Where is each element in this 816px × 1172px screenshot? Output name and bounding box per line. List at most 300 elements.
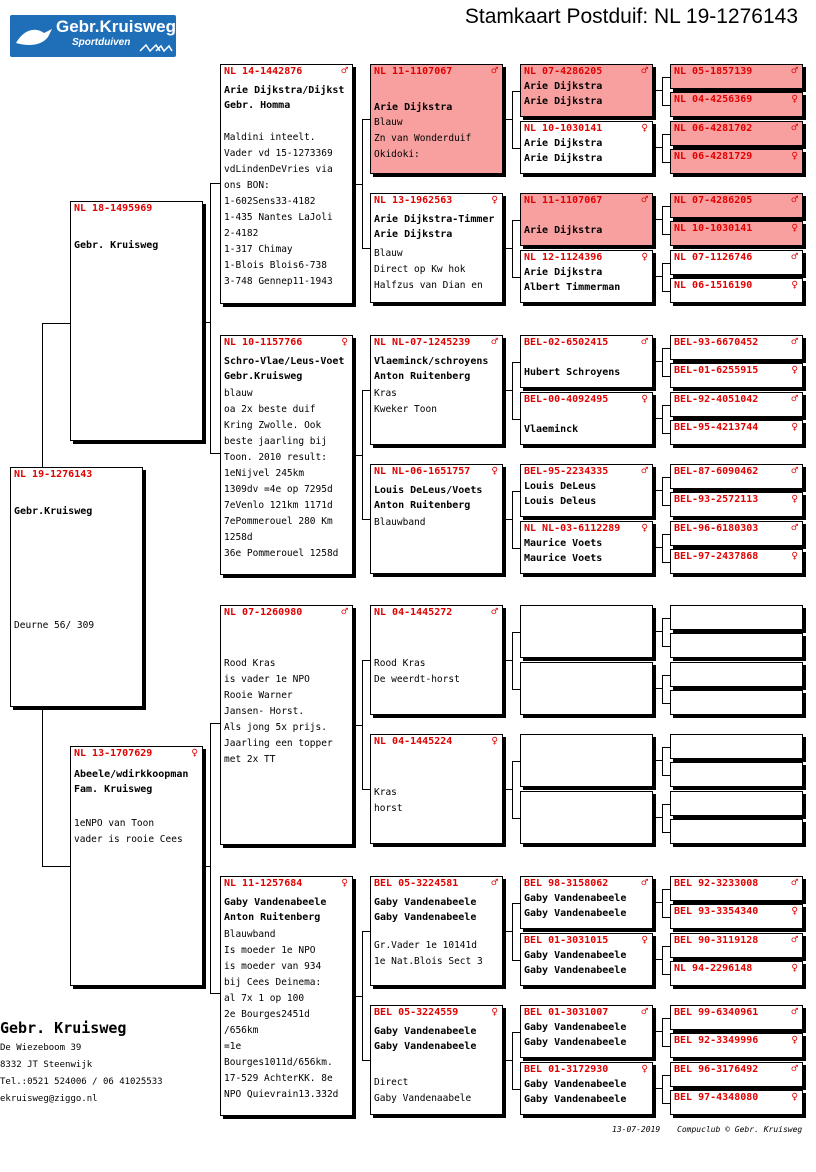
pigeon-card-g4: [520, 521, 653, 574]
connector-line: [653, 760, 662, 761]
notes-line: oa 2x beste duif: [224, 404, 316, 415]
pigeon-card-g4: [520, 250, 653, 303]
connector-line: [353, 996, 362, 997]
connector-line: [353, 725, 362, 726]
connector-line: [662, 775, 670, 776]
connector-line: [210, 183, 220, 184]
notes-line: 3-748 Gennep11-1943: [224, 276, 333, 287]
connector-line: [653, 1088, 662, 1089]
owner-name: Louis DeLeus: [524, 481, 597, 492]
connector-line: [362, 1060, 370, 1061]
connector-line: [512, 1032, 513, 1089]
connector-line: [653, 547, 662, 548]
ring-number: BEL-97-2437868: [674, 551, 759, 562]
owner-name: Gaby Vandenabeele: [524, 965, 627, 976]
connector-line: [512, 220, 520, 221]
ring-number: NL 19-1276143: [14, 469, 93, 480]
notes-line: Zn van Wonderduif: [374, 133, 472, 144]
connector-line: [210, 723, 211, 993]
notes-line: 7eVenlo 121km 1171d: [224, 500, 333, 511]
connector-line: [362, 390, 370, 391]
ring-number: NL 10-1157766: [224, 337, 303, 348]
owner-name: Louis Deleus: [524, 496, 597, 507]
owner-postcode: 8332 JT Steenwijk: [0, 1060, 93, 1070]
owner-name: Gaby Vandenabeele: [524, 1094, 627, 1105]
pigeon-card-g2c: [220, 605, 353, 845]
connector-line: [662, 162, 670, 163]
pigeon-card-g5: [670, 1005, 803, 1030]
ring-number: BEL-87-6090462: [674, 466, 759, 477]
sex-icon: ♂: [341, 605, 348, 618]
notes-line: horst: [374, 803, 403, 814]
notes-line: Jansen- Horst.: [224, 706, 305, 717]
pigeon-card-g2a: [220, 64, 353, 304]
connector-line: [662, 134, 663, 162]
connector-line: [503, 248, 512, 249]
sex-icon: ♂: [791, 250, 798, 263]
ring-number: NL 11-1107067: [374, 66, 453, 77]
notes-line: Toon. 2010 result:: [224, 452, 327, 463]
notes-line: Jaarling een topper: [224, 738, 333, 749]
sex-icon: ♂: [491, 605, 498, 618]
connector-line: [662, 974, 670, 975]
connector-line: [512, 220, 513, 277]
connector-line: [662, 946, 663, 974]
notes-line: 1e Nat.Blois Sect 3: [374, 956, 483, 967]
connector-line: [662, 505, 670, 506]
connector-line: [512, 903, 513, 960]
owner-name: Arie Dijkstra: [524, 96, 603, 107]
connector-line: [503, 519, 512, 520]
ring-number: NL 07-1126746: [674, 252, 753, 263]
connector-line: [662, 889, 670, 890]
ring-number: BEL 05-3224581: [374, 878, 459, 889]
connector-line: [42, 323, 70, 324]
ring-number: BEL 93-3354340: [674, 906, 759, 917]
logo-title: Gebr.Kruisweg: [56, 17, 176, 36]
owner-name: Gebr. Homma: [224, 100, 291, 111]
owner-name: Hubert Schroyens: [524, 367, 621, 378]
pigeon-card-g5: [670, 121, 803, 146]
connector-line: [662, 804, 663, 832]
sex-icon: ♂: [641, 876, 648, 889]
connector-line: [512, 91, 520, 92]
ring-number: BEL 01-3031007: [524, 1007, 609, 1018]
pigeon-card-g3g: [370, 876, 503, 986]
notes-line: Als jong 5x prijs.: [224, 722, 327, 733]
notes-line: Direct op Kw hok: [374, 264, 466, 275]
connector-line: [353, 455, 362, 456]
sex-icon: ♀: [791, 1090, 798, 1103]
connector-line: [203, 866, 210, 867]
ring-number: NL 06-4281702: [674, 123, 753, 134]
owner-name: Gaby Vandenabeele: [374, 1026, 477, 1037]
sex-icon: ♀: [191, 746, 198, 759]
owner-name: Anton Ruitenberg: [374, 500, 471, 511]
pigeon-card-g5: [670, 633, 803, 658]
connector-line: [662, 477, 670, 478]
sex-icon: ♂: [791, 64, 798, 77]
owner-name: Arie Dijkstra: [524, 138, 603, 149]
connector-line: [662, 1018, 670, 1019]
ring-number: BEL 01-3031015: [524, 935, 609, 946]
print-date: 13-07-2019: [612, 1125, 661, 1134]
logo-subtitle: Sportduiven: [72, 37, 131, 48]
owner-name: Arie Dijkstra: [524, 225, 603, 236]
connector-line: [662, 1018, 663, 1046]
sex-icon: ♀: [341, 876, 348, 889]
notes-line: met 2x TT: [224, 754, 276, 765]
sex-icon: ♀: [791, 492, 798, 505]
owner-name: Schro-Vlae/Leus-Voet: [224, 356, 345, 367]
connector-line: [662, 917, 670, 918]
pigeon-card-g5: [670, 933, 803, 958]
ring-number: NL 07-4286205: [674, 195, 753, 206]
owner-name: Arie Dijkstra: [524, 153, 603, 164]
pigeon-card-g5: [670, 1033, 803, 1058]
connector-line: [362, 789, 370, 790]
connector-line: [662, 703, 670, 704]
notes-line: 1-Blois Blois6-738: [224, 260, 327, 271]
notes-line: vader is rooie Cees: [74, 834, 183, 845]
connector-line: [662, 405, 670, 406]
pigeon-card-g3c: [370, 335, 503, 445]
ring-number: NL 06-1516190: [674, 280, 753, 291]
connector-line: [662, 534, 663, 562]
ring-number: NL 14-1442876: [224, 66, 303, 77]
pigeon-card-g4: [520, 121, 653, 174]
notes-line: 2-4182: [224, 228, 259, 239]
owner-name: Fam. Kruisweg: [74, 784, 153, 795]
connector-line: [42, 707, 43, 867]
ring-number: BEL 97-4348080: [674, 1092, 759, 1103]
pigeon-card-g5: [670, 961, 803, 986]
connector-line: [662, 348, 670, 349]
ring-number: NL NL-06-1651757: [374, 466, 471, 477]
ring-number: BEL-92-4051042: [674, 394, 759, 405]
owner-name: Louis DeLeus/Voets: [374, 485, 483, 496]
notes-line: 1eNPO van Toon: [74, 818, 155, 829]
sex-icon: ♀: [791, 420, 798, 433]
notes-line: 1-602Sens33-4182: [224, 196, 316, 207]
owner-name: Gaby Vandenabeele: [524, 1022, 627, 1033]
sex-icon: ♀: [641, 121, 648, 134]
connector-line: [662, 105, 670, 106]
sex-icon: ♂: [791, 1005, 798, 1018]
notes-line: vdLindenDeVries via: [224, 164, 333, 175]
ring-number: BEL 90-3119128: [674, 935, 759, 946]
sex-icon: ♂: [791, 121, 798, 134]
pigeon-card-g4: [520, 1005, 653, 1058]
sex-icon: ♀: [341, 335, 348, 348]
notes-line: Kring Zwolle. Ook: [224, 420, 322, 431]
connector-line: [512, 362, 520, 363]
connector-line: [653, 219, 662, 220]
connector-line: [662, 747, 663, 775]
ring-number: NL 13-1707629: [74, 748, 153, 759]
notes-line: Blauw: [374, 117, 403, 128]
connector-line: [353, 184, 362, 185]
notes-line: Blauwband: [224, 929, 276, 940]
connector-line: [362, 660, 370, 661]
sex-icon: ♀: [491, 1005, 498, 1018]
sex-icon: ♂: [791, 933, 798, 946]
owner-name: Gaby Vandenabeele: [524, 950, 627, 961]
sex-icon: ♂: [791, 464, 798, 477]
owner-name: Gebr.Kruisweg: [224, 371, 303, 382]
sex-icon: ♀: [641, 392, 648, 405]
ring-number: NL 10-1030141: [674, 223, 753, 234]
notes-line: NPO Quievrain13.332d: [224, 1089, 339, 1100]
ring-number: NL 04-1445224: [374, 736, 453, 747]
ring-number: NL 05-1857139: [674, 66, 753, 77]
sex-icon: ♂: [341, 64, 348, 77]
ring-number: BEL 92-3349996: [674, 1035, 759, 1046]
connector-line: [512, 277, 520, 278]
pigeon-card-g5: [670, 221, 803, 246]
pigeon-card-g5: [670, 904, 803, 929]
connector-line: [512, 689, 520, 690]
pigeon-card-g5: [670, 549, 803, 574]
owner-name: Gebr. Kruisweg: [74, 240, 159, 251]
ring-number: NL NL-07-1245239: [374, 337, 471, 348]
pigeon-card-g4: [520, 662, 653, 715]
connector-line: [203, 322, 210, 323]
owner-name: Gaby Vandenabeele: [374, 1041, 477, 1052]
connector-line: [662, 946, 670, 947]
owner-phone: Tel.:0521 524006 / 06 41025533: [0, 1077, 163, 1087]
ring-number: BEL 99-6340961: [674, 1007, 759, 1018]
notes-line: 1258d: [224, 532, 253, 543]
notes-line: Kras: [374, 787, 397, 798]
pigeon-card-g5: [670, 521, 803, 546]
pigeon-card-g5: [670, 1062, 803, 1087]
notes-line: Rood Kras: [374, 658, 426, 669]
connector-line: [512, 632, 513, 689]
notes-line: Direct: [374, 1077, 409, 1088]
ring-number: BEL-01-6255915: [674, 365, 759, 376]
connector-line: [503, 1060, 512, 1061]
pigeon-card-g5: [670, 278, 803, 303]
notes-line: 36e Pommerouel 1258d: [224, 548, 339, 559]
pigeon-card-g3h: [370, 1005, 503, 1115]
connector-line: [503, 119, 512, 120]
ring-number: BEL 96-3176492: [674, 1064, 759, 1075]
owner-name: Anton Ruitenberg: [374, 371, 471, 382]
connector-line: [662, 618, 670, 619]
pigeon-card-g5: [670, 193, 803, 218]
sex-icon: ♀: [791, 278, 798, 291]
owner-name: Maurice Voets: [524, 538, 603, 549]
connector-line: [662, 675, 670, 676]
connector-line: [662, 348, 663, 376]
ring-number: NL 04-4256369: [674, 94, 753, 105]
connector-line: [42, 866, 70, 867]
connector-line: [512, 903, 520, 904]
connector-line: [662, 263, 670, 264]
notes-line: is vader 1e NPO: [224, 674, 310, 685]
pigeon-card-g5: [670, 605, 803, 630]
owner-name: Gebr.Kruisweg: [14, 506, 93, 517]
connector-line: [653, 90, 662, 91]
owner-name: Gaby Vandenabeele: [374, 912, 477, 923]
sex-icon: ♂: [791, 1062, 798, 1075]
connector-line: [210, 723, 220, 724]
notes-line: Kras: [374, 388, 397, 399]
ring-number: NL 07-4286205: [524, 66, 603, 77]
connector-line: [512, 761, 513, 818]
owner-name: Gaby Vandenabeele: [224, 897, 327, 908]
pigeon-card-g5: [670, 92, 803, 117]
pigeon-card-g5: [670, 392, 803, 417]
ring-number: BEL 98-3158062: [524, 878, 609, 889]
ring-number: NL 04-1445272: [374, 607, 453, 618]
connector-line: [362, 119, 370, 120]
ring-number: BEL 05-3224559: [374, 1007, 459, 1018]
pigeon-card-g5: [670, 363, 803, 388]
notes-line: is moeder van 934: [224, 961, 322, 972]
notes-line: Maldini inteelt.: [224, 132, 316, 143]
connector-line: [512, 960, 520, 961]
sex-icon: ♀: [641, 250, 648, 263]
notes-line: 1-317 Chimay: [224, 244, 293, 255]
notes-line: 1-435 Nantes LaJoli: [224, 212, 333, 223]
connector-line: [662, 134, 670, 135]
connector-line: [653, 490, 662, 491]
sex-icon: ♀: [491, 193, 498, 206]
notes-line: 1eNijvel 245km: [224, 468, 305, 479]
owner-address: De Wiezeboom 39: [0, 1043, 82, 1053]
pigeon-card-g5: [670, 819, 803, 844]
ring-number: NL 06-4281729: [674, 151, 753, 162]
notes-line: 17-529 AchterKK. 8e: [224, 1073, 333, 1084]
sex-icon: ♀: [791, 549, 798, 562]
notes-line: Gaby Vandenaabele: [374, 1093, 472, 1104]
pigeon-card-g3f: [370, 734, 503, 844]
owner-name: Abeele/wdirkkoopman: [74, 769, 189, 780]
pigeon-card-g5: [670, 464, 803, 489]
owner-name: Arie Dijkstra/Dijkst: [224, 85, 345, 96]
pigeon-card-g4: [520, 464, 653, 517]
notes-line: 7ePommerouel 280 Km: [224, 516, 333, 527]
connector-line: [653, 902, 662, 903]
owner-name: Arie Dijkstra: [524, 267, 603, 278]
connector-line: [653, 361, 662, 362]
connector-line: [503, 660, 512, 661]
notes-line: beste jaarling bij: [224, 436, 327, 447]
connector-line: [512, 362, 513, 419]
sex-icon: ♂: [641, 1005, 648, 1018]
sex-icon: ♂: [641, 64, 648, 77]
notes-line: bij Cees Deinema:: [224, 977, 322, 988]
notes-line: De weerdt-horst: [374, 674, 460, 685]
pigeon-card-g5: [670, 690, 803, 715]
pigeon-card-g4: [520, 876, 653, 929]
pigeon-card-g4: [520, 64, 653, 117]
notes-line: 1309dv =4e op 7295d: [224, 484, 333, 495]
connector-line: [653, 276, 662, 277]
connector-line: [362, 660, 363, 789]
ring-number: BEL-00-4092495: [524, 394, 609, 405]
owner-name: Arie Dijkstra: [524, 81, 603, 92]
pigeon-card-g4: [520, 791, 653, 844]
notes-line: blauw: [224, 388, 253, 399]
pigeon-card-g5: [670, 335, 803, 360]
connector-line: [653, 817, 662, 818]
pigeon-card-g2d: [220, 876, 353, 1116]
connector-line: [662, 1046, 670, 1047]
owner-email: ekruisweg@ziggo.nl: [0, 1094, 98, 1104]
connector-line: [662, 747, 670, 748]
notes-line: Halfzus van Dian en: [374, 280, 483, 291]
connector-line: [662, 1075, 670, 1076]
ring-number: BEL-96-6180303: [674, 523, 759, 534]
notes-line: /656km: [224, 1025, 259, 1036]
owner-name: Gaby Vandenabeele: [524, 1079, 627, 1090]
connector-line: [662, 405, 663, 433]
pigeon-card-g5: [670, 420, 803, 445]
pigeon-card-g5: [670, 250, 803, 275]
sex-icon: ♂: [491, 64, 498, 77]
pigeon-card-g4: [520, 605, 653, 658]
notes-line: =1e: [224, 1041, 242, 1052]
owner-name: Arie Dijkstra: [374, 102, 453, 113]
connector-line: [362, 119, 363, 248]
notes-line: al 7x 1 op 100: [224, 993, 305, 1004]
connector-line: [662, 291, 670, 292]
owner-name: Vlaeminck/schroyens: [374, 356, 489, 367]
pigeon-card-g1b: [70, 746, 203, 986]
connector-line: [662, 832, 670, 833]
ring-number: BEL-93-2572113: [674, 494, 759, 505]
connector-line: [503, 931, 512, 932]
connector-line: [362, 519, 370, 520]
connector-line: [653, 959, 662, 960]
pigeon-card-g3e: [370, 605, 503, 715]
owner-name: Albert Timmerman: [524, 282, 621, 293]
connector-line: [662, 77, 670, 78]
ring-number: NL NL-03-6112289: [524, 523, 621, 534]
sex-icon: ♀: [791, 904, 798, 917]
pigeon-card-g5: [670, 1090, 803, 1115]
owner-name: Gaby Vandenabeele: [524, 908, 627, 919]
sex-icon: ♂: [641, 335, 648, 348]
connector-line: [210, 993, 220, 994]
connector-line: [662, 534, 670, 535]
connector-line: [662, 77, 663, 105]
connector-line: [362, 248, 370, 249]
connector-line: [512, 148, 520, 149]
ring-number: NL 11-1107067: [524, 195, 603, 206]
sex-icon: ♀: [791, 149, 798, 162]
ring-number: BEL-93-6670452: [674, 337, 759, 348]
connector-line: [662, 562, 670, 563]
connector-line: [662, 618, 663, 646]
connector-line: [662, 646, 670, 647]
ring-number: NL 12-1124396: [524, 252, 603, 263]
pigeon-card-g5: [670, 149, 803, 174]
ring-number: NL 18-1495969: [74, 203, 153, 214]
notes-line: Deurne 56/ 309: [14, 620, 95, 631]
connector-line: [512, 91, 513, 148]
sex-icon: ♀: [641, 1062, 648, 1075]
sex-icon: ♂: [641, 193, 648, 206]
sex-icon: ♀: [491, 464, 498, 477]
connector-line: [662, 433, 670, 434]
connector-line: [512, 1089, 520, 1090]
pigeon-card-g2b: [220, 335, 353, 575]
sex-icon: ♀: [791, 92, 798, 105]
